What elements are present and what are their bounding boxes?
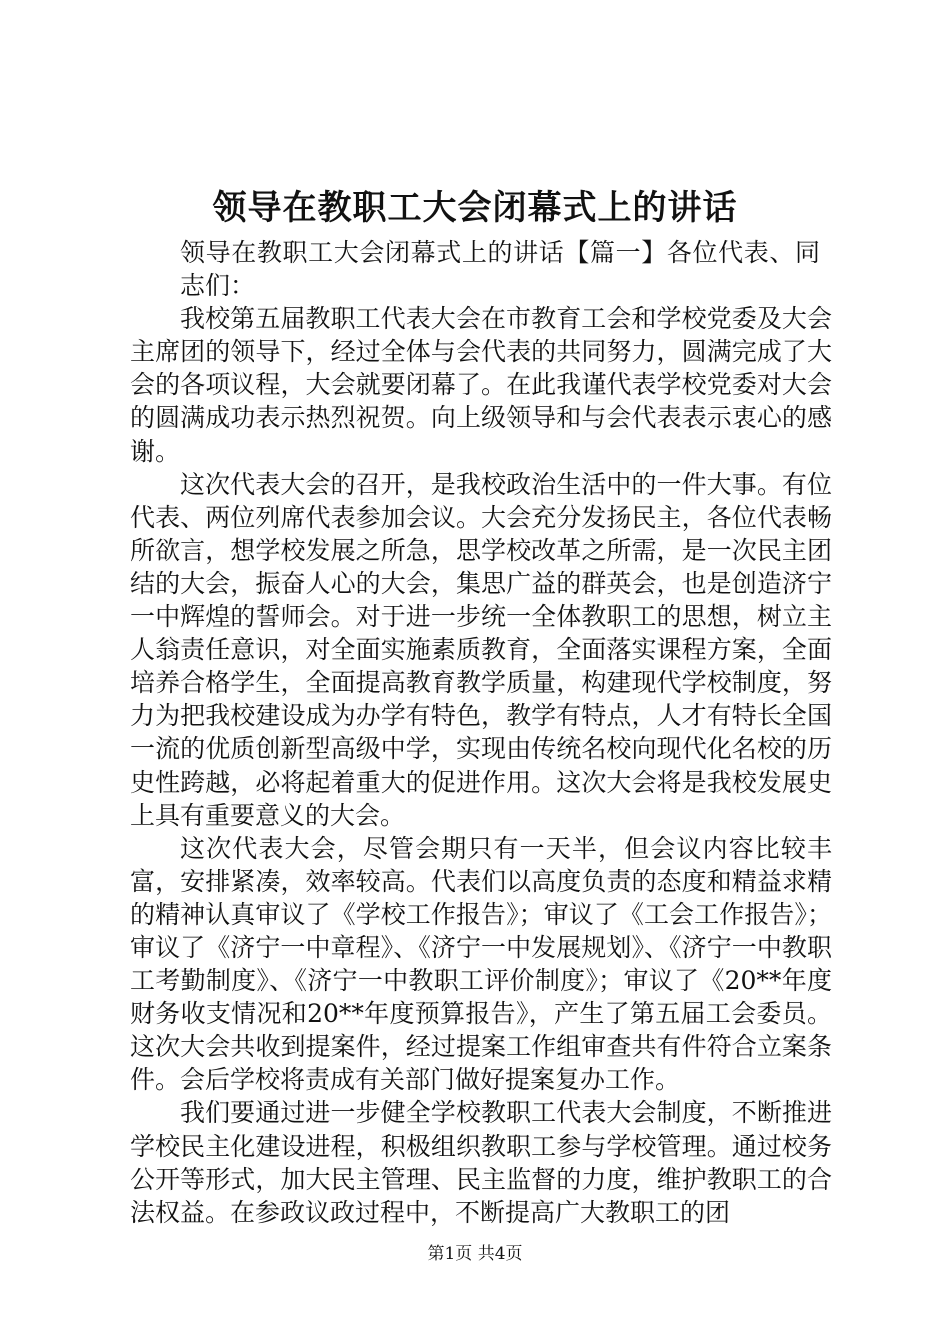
page-number-footer: 第1页 共4页	[427, 1244, 523, 1264]
body-paragraph-1: 我校第五届教职工代表大会在市教育工会和学校党委及大会主席团的领导下，经过全体与会代表的共同努力，圆满完成了大会的各项议程，大会就要闭幕了。在此我谨代表学校党委对大会的圆满成功表示热烈祝贺。向上级领导和与会代表表示衷心的感谢。	[130, 304, 832, 466]
body-paragraph-2: 这次代表大会的召开，是我校政治生活中的一件大事。有位代表、两位列席代表参加会议。大会充分发扬民主，各位代表畅所欲言，想学校发展之所急，思学校改革之所需，是一次民主团结的大会，振奋人心的大会，集思广益的群英会，也是创造济宁一中辉煌的誓师会。对于进一步统一全体教职工的思想，树立主人翁责任意识，对全面实施素质教育，全面落实课程方案，全面培养合格学生，全面提高教育教学质量，构建现代学校制度，努力为把我校建设成为办学有特色，教学有特点，人才有特长全国一流的优质创新型高级中学，实现由传统名校向现代化名校的历史性跨越，必将起着重大的促进作用。这次大会将是我校发展史上具有重要意义的大会。	[130, 469, 832, 830]
document-body	[130, 236, 832, 1229]
document-title: 领导在教职工大会闭幕式上的讲话	[212, 188, 738, 228]
intro-paragraph: 领导在教职工大会闭幕式上的讲话【篇一】各位代表、同志们：	[180, 238, 820, 301]
body-paragraph-4: 我们要通过进一步健全学校教职工代表大会制度，不断推进学校民主化建设进程，积极组织教职工参与学校管理。通过校务公开等形式，加大民主管理、民主监督的力度，维护教职工的合法权益。在参政议政过程中，不断提高广大教职工的团	[130, 1098, 832, 1227]
body-paragraph-3: 这次代表大会，尽管会期只有一天半，但会议内容比较丰富，安排紧凑，效率较高。代表们以高度负责的态度和精益求精的精神认真审议了《学校工作报告》；审议了《工会工作报告》；审议了《济宁一中章程》、《济宁一中发展规划》、《济宁一中教职工考勤制度》、《济宁一中教职工评价制度》；审议了《20**年度财务收支情况和20**年度预算报告》，产生了第五届工会委员。这次大会共收到提案件，经过提案工作组审查共有件符合立案条件。会后学校将责成有关部门做好提案复办工作。	[130, 833, 832, 1095]
